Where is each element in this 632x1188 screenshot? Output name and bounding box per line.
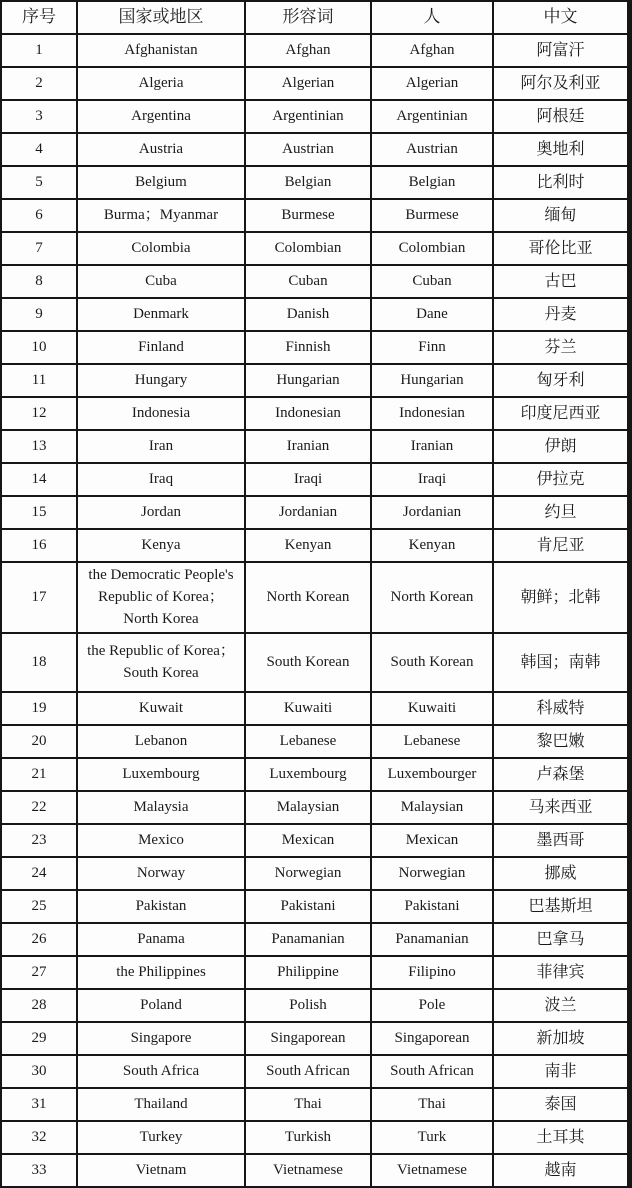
cell-adjective: Philippine — [245, 956, 371, 989]
cell-no: 30 — [1, 1055, 77, 1088]
cell-adjective: Burmese — [245, 199, 371, 232]
table-row — [1, 1055, 630, 1088]
table-row — [1, 956, 630, 989]
cell-adjective: Polish — [245, 989, 371, 1022]
table-row — [1, 298, 630, 331]
cell-no: 18 — [1, 633, 77, 692]
cell-adjective: Mexican — [245, 824, 371, 857]
header-cell-country: 国家或地区 — [77, 1, 245, 34]
cell-adjective: Turkish — [245, 1121, 371, 1154]
table-row — [1, 633, 630, 692]
cell-country: Hungary — [77, 364, 245, 397]
table-row — [1, 857, 630, 890]
table-row — [1, 34, 630, 67]
cell-no: 25 — [1, 890, 77, 923]
cell-adjective: Pakistani — [245, 890, 371, 923]
cell-chinese: 科威特 — [493, 692, 630, 725]
cell-person: Lebanese — [371, 725, 493, 758]
cell-chinese: 菲律宾 — [493, 956, 630, 989]
cell-country: South Africa — [77, 1055, 245, 1088]
table-row — [1, 1022, 630, 1055]
cell-chinese: 匈牙利 — [493, 364, 630, 397]
cell-adjective: South Korean — [245, 633, 371, 692]
cell-country: Colombia — [77, 232, 245, 265]
cell-adjective: Iranian — [245, 430, 371, 463]
cell-chinese: 约旦 — [493, 496, 630, 529]
cell-adjective: North Korean — [245, 562, 371, 633]
cell-country: Mexico — [77, 824, 245, 857]
cell-adjective: Afghan — [245, 34, 371, 67]
cell-person: Indonesian — [371, 397, 493, 430]
cell-country: Vietnam — [77, 1154, 245, 1187]
table-row — [1, 562, 630, 633]
cell-country: Poland — [77, 989, 245, 1022]
cell-country: Singapore — [77, 1022, 245, 1055]
cell-chinese: 印度尼西亚 — [493, 397, 630, 430]
cell-country: Jordan — [77, 496, 245, 529]
cell-country: Cuba — [77, 265, 245, 298]
cell-chinese: 挪威 — [493, 857, 630, 890]
cell-person: Pakistani — [371, 890, 493, 923]
cell-adjective: Lebanese — [245, 725, 371, 758]
cell-chinese: 哥伦比亚 — [493, 232, 630, 265]
cell-adjective: Danish — [245, 298, 371, 331]
cell-chinese: 阿尔及利亚 — [493, 67, 630, 100]
cell-person: Hungarian — [371, 364, 493, 397]
cell-no: 9 — [1, 298, 77, 331]
cell-adjective: Singaporean — [245, 1022, 371, 1055]
cell-adjective: Algerian — [245, 67, 371, 100]
cell-adjective: Malaysian — [245, 791, 371, 824]
cell-country: Kuwait — [77, 692, 245, 725]
cell-no: 5 — [1, 166, 77, 199]
cell-person: Pole — [371, 989, 493, 1022]
cell-person: Kenyan — [371, 529, 493, 562]
cell-country: Pakistan — [77, 890, 245, 923]
cell-chinese: 肯尼亚 — [493, 529, 630, 562]
header-cell-chinese: 中文 — [493, 1, 630, 34]
table-row — [1, 397, 630, 430]
cell-country: the Republic of Korea；South Korea — [77, 633, 245, 692]
cell-person: Iraqi — [371, 463, 493, 496]
cell-chinese: 比利时 — [493, 166, 630, 199]
cell-country: the Philippines — [77, 956, 245, 989]
cell-chinese: 越南 — [493, 1154, 630, 1187]
cell-country: Algeria — [77, 67, 245, 100]
table-row — [1, 430, 630, 463]
cell-no: 26 — [1, 923, 77, 956]
cell-chinese: 伊朗 — [493, 430, 630, 463]
cell-person: Norwegian — [371, 857, 493, 890]
table-row — [1, 529, 630, 562]
cell-chinese: 马来西亚 — [493, 791, 630, 824]
table-row — [1, 725, 630, 758]
cell-adjective: Iraqi — [245, 463, 371, 496]
table-row — [1, 1121, 630, 1154]
cell-chinese: 波兰 — [493, 989, 630, 1022]
cell-person: Malaysian — [371, 791, 493, 824]
cell-person: Burmese — [371, 199, 493, 232]
cell-country: Panama — [77, 923, 245, 956]
cell-country: Belgium — [77, 166, 245, 199]
cell-no: 24 — [1, 857, 77, 890]
cell-chinese: 丹麦 — [493, 298, 630, 331]
cell-chinese: 朝鲜；北韩 — [493, 562, 630, 633]
cell-no: 22 — [1, 791, 77, 824]
table-row — [1, 166, 630, 199]
cell-country: Kenya — [77, 529, 245, 562]
cell-country: Argentina — [77, 100, 245, 133]
cell-country: Indonesia — [77, 397, 245, 430]
cell-adjective: Belgian — [245, 166, 371, 199]
cell-adjective: Kenyan — [245, 529, 371, 562]
cell-adjective: Panamanian — [245, 923, 371, 956]
table-row — [1, 890, 630, 923]
cell-person: Kuwaiti — [371, 692, 493, 725]
cell-no: 16 — [1, 529, 77, 562]
header-cell-person: 人 — [371, 1, 493, 34]
cell-country: Afghanistan — [77, 34, 245, 67]
cell-person: South African — [371, 1055, 493, 1088]
cell-person: Belgian — [371, 166, 493, 199]
cell-no: 1 — [1, 34, 77, 67]
cell-no: 27 — [1, 956, 77, 989]
cell-adjective: Jordanian — [245, 496, 371, 529]
cell-no: 23 — [1, 824, 77, 857]
table-row — [1, 232, 630, 265]
header-cell-adjective: 形容词 — [245, 1, 371, 34]
cell-country: Iraq — [77, 463, 245, 496]
cell-country: Turkey — [77, 1121, 245, 1154]
cell-chinese: 南非 — [493, 1055, 630, 1088]
cell-no: 33 — [1, 1154, 77, 1187]
cell-adjective: Norwegian — [245, 857, 371, 890]
cell-chinese: 巴拿马 — [493, 923, 630, 956]
cell-no: 31 — [1, 1088, 77, 1121]
table-body — [1, 34, 630, 1187]
cell-chinese: 奥地利 — [493, 133, 630, 166]
cell-no: 14 — [1, 463, 77, 496]
table-row — [1, 364, 630, 397]
cell-adjective: Kuwaiti — [245, 692, 371, 725]
cell-person: Algerian — [371, 67, 493, 100]
cell-person: Turk — [371, 1121, 493, 1154]
cell-person: Iranian — [371, 430, 493, 463]
table-row — [1, 67, 630, 100]
cell-chinese: 墨西哥 — [493, 824, 630, 857]
header-row — [1, 1, 630, 34]
header-cell-no: 序号 — [1, 1, 77, 34]
cell-country: the Democratic People's Republic of Korea；North Korea — [77, 562, 245, 633]
cell-person: Luxembourger — [371, 758, 493, 791]
cell-person: Filipino — [371, 956, 493, 989]
cell-no: 21 — [1, 758, 77, 791]
cell-no: 17 — [1, 562, 77, 633]
cell-chinese: 土耳其 — [493, 1121, 630, 1154]
cell-no: 32 — [1, 1121, 77, 1154]
cell-chinese: 卢森堡 — [493, 758, 630, 791]
cell-country: Luxembourg — [77, 758, 245, 791]
cell-no: 6 — [1, 199, 77, 232]
cell-chinese: 巴基斯坦 — [493, 890, 630, 923]
cell-adjective: Austrian — [245, 133, 371, 166]
cell-person: Argentinian — [371, 100, 493, 133]
cell-person: Austrian — [371, 133, 493, 166]
cell-no: 11 — [1, 364, 77, 397]
cell-person: Mexican — [371, 824, 493, 857]
cell-adjective: Indonesian — [245, 397, 371, 430]
table-row — [1, 496, 630, 529]
cell-no: 15 — [1, 496, 77, 529]
cell-chinese: 泰国 — [493, 1088, 630, 1121]
cell-country: Malaysia — [77, 791, 245, 824]
cell-adjective: Cuban — [245, 265, 371, 298]
cell-no: 13 — [1, 430, 77, 463]
cell-country: Thailand — [77, 1088, 245, 1121]
cell-person: Thai — [371, 1088, 493, 1121]
cell-no: 2 — [1, 67, 77, 100]
table-row — [1, 265, 630, 298]
table-row — [1, 1088, 630, 1121]
cell-person: Panamanian — [371, 923, 493, 956]
table-row — [1, 758, 630, 791]
table-row — [1, 824, 630, 857]
cell-person: Singaporean — [371, 1022, 493, 1055]
cell-adjective: Colombian — [245, 232, 371, 265]
cell-person: Vietnamese — [371, 1154, 493, 1187]
cell-country: Lebanon — [77, 725, 245, 758]
table-row — [1, 989, 630, 1022]
table-row — [1, 791, 630, 824]
cell-country: Austria — [77, 133, 245, 166]
cell-no: 3 — [1, 100, 77, 133]
cell-person: Dane — [371, 298, 493, 331]
cell-adjective: Hungarian — [245, 364, 371, 397]
table-row — [1, 1154, 630, 1187]
cell-no: 29 — [1, 1022, 77, 1055]
cell-chinese: 新加坡 — [493, 1022, 630, 1055]
cell-person: North Korean — [371, 562, 493, 633]
table-row — [1, 100, 630, 133]
cell-adjective: Finnish — [245, 331, 371, 364]
cell-no: 12 — [1, 397, 77, 430]
table-row — [1, 331, 630, 364]
cell-no: 28 — [1, 989, 77, 1022]
cell-adjective: Luxembourg — [245, 758, 371, 791]
table-row — [1, 463, 630, 496]
cell-chinese: 阿根廷 — [493, 100, 630, 133]
cell-person: Finn — [371, 331, 493, 364]
cell-adjective: Vietnamese — [245, 1154, 371, 1187]
cell-no: 4 — [1, 133, 77, 166]
cell-adjective: Argentinian — [245, 100, 371, 133]
cell-chinese: 黎巴嫩 — [493, 725, 630, 758]
cell-person: Afghan — [371, 34, 493, 67]
table-row — [1, 923, 630, 956]
cell-chinese: 芬兰 — [493, 331, 630, 364]
cell-no: 8 — [1, 265, 77, 298]
cell-chinese: 缅甸 — [493, 199, 630, 232]
cell-chinese: 韩国；南韩 — [493, 633, 630, 692]
cell-person: Cuban — [371, 265, 493, 298]
cell-country: Finland — [77, 331, 245, 364]
cell-no: 10 — [1, 331, 77, 364]
cell-person: Jordanian — [371, 496, 493, 529]
cell-no: 19 — [1, 692, 77, 725]
cell-chinese: 古巴 — [493, 265, 630, 298]
cell-adjective: Thai — [245, 1088, 371, 1121]
table-row — [1, 692, 630, 725]
cell-person: South Korean — [371, 633, 493, 692]
cell-no: 20 — [1, 725, 77, 758]
cell-person: Colombian — [371, 232, 493, 265]
cell-no: 7 — [1, 232, 77, 265]
cell-adjective: South African — [245, 1055, 371, 1088]
cell-country: Burma；Myanmar — [77, 199, 245, 232]
table-row — [1, 133, 630, 166]
cell-chinese: 伊拉克 — [493, 463, 630, 496]
cell-country: Denmark — [77, 298, 245, 331]
table-row — [1, 199, 630, 232]
cell-country: Iran — [77, 430, 245, 463]
cell-country: Norway — [77, 857, 245, 890]
cell-chinese: 阿富汗 — [493, 34, 630, 67]
